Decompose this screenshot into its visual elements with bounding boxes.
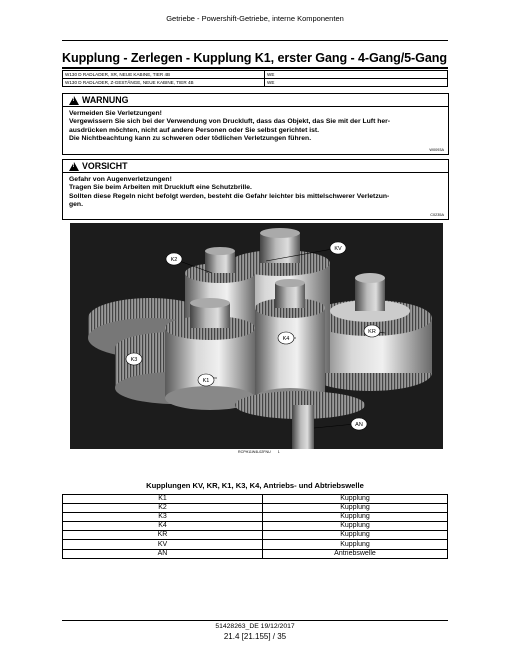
table-row: [63, 504, 448, 513]
table-row: [63, 531, 448, 540]
footer-page-number: 21.4 [21.155] / 35: [223, 632, 287, 641]
applicability-region: WE: [265, 71, 448, 79]
part-desc: Kupplung: [263, 531, 448, 540]
caution-line: Tragen Sie beim Arbeiten mit Druckluft eine Schutzbrille.: [69, 184, 252, 192]
part-desc: Kupplung: [263, 495, 448, 504]
applicability-row: [63, 79, 448, 87]
caution-code: C0235A: [430, 213, 444, 217]
warning-triangle-icon: !: [69, 96, 79, 105]
label-k3: K3: [130, 357, 138, 363]
label-kr: KR: [368, 329, 376, 335]
table-row: [63, 549, 448, 558]
warning-header: [63, 94, 448, 107]
part-key: KV: [63, 540, 263, 549]
footer-doc-id: 51428263_DE 19/12/2017: [215, 623, 295, 630]
part-desc: Kupplung: [263, 504, 448, 513]
part-desc: Kupplung: [263, 513, 448, 522]
label-k4: K4: [282, 336, 290, 342]
table-row: [63, 522, 448, 531]
warning-heading: WARNUNG: [82, 95, 129, 105]
caution-header: [63, 160, 448, 173]
caution-line: Gefahr von Augenverletzungen!: [69, 176, 172, 183]
part-desc: Kupplung: [263, 522, 448, 531]
caution-line: gen.: [69, 200, 83, 208]
part-key: K2: [63, 504, 263, 513]
part-desc: Antriebswelle: [263, 549, 448, 558]
caution-heading: VORSICHT: [82, 161, 128, 171]
label-k2: K2: [170, 257, 178, 263]
label-kv: KV: [334, 246, 342, 252]
table-row: [63, 513, 448, 522]
page-title: Kupplung - Zerlegen - Kupplung K1, erster Gang - 4-Gang/5-Gang: [62, 51, 447, 65]
title-rule: [62, 67, 448, 69]
applicability-model: W130 D RADLADER, Z-GESTÄNGE, NEUE KABINE, TIER 4B: [63, 79, 265, 87]
figure-code: [238, 450, 280, 454]
warning-text: [63, 107, 448, 143]
warning-line: ausdrücken möchten, nicht auf andere Personen oder Sie selbst gerichtet ist.: [69, 126, 320, 134]
applicability-row: [63, 71, 448, 79]
header-rule: [62, 40, 448, 41]
figure-number: 1: [277, 450, 280, 454]
part-desc: Kupplung: [263, 540, 448, 549]
page-header: Getriebe - Powershift-Getriebe, interne Komponenten: [166, 14, 344, 23]
applicability-region: WE: [265, 79, 448, 87]
footer-rule: [62, 620, 448, 621]
applicability-table: [62, 70, 448, 87]
applicability-model: W130 D RADLADER, XR, NEUE KABINE, TIER 4B: [63, 71, 265, 79]
part-key: K1: [63, 495, 263, 504]
label-k1: K1: [202, 378, 210, 384]
caution-triangle-icon: !: [69, 162, 79, 171]
clutch-assembly-photo: [70, 223, 443, 449]
part-key: K4: [63, 522, 263, 531]
part-key: KR: [63, 531, 263, 540]
warning-code: W0093A: [429, 148, 444, 152]
warning-line: Vermeiden Sie Verletzungen!: [69, 110, 162, 117]
part-key: AN: [63, 549, 263, 558]
warning-line: Vergewissern Sie sich bei der Verwendung von Druckluft, dass das Objekt, das Sie mit der Luft her-: [69, 118, 391, 126]
warning-line: Die Nichtbeachtung kann zu schweren oder tödlichen Verletzungen führen.: [69, 134, 312, 142]
part-key: K3: [63, 513, 263, 522]
caution-text: [63, 173, 448, 209]
warning-box: [62, 93, 449, 155]
caution-box: [62, 159, 449, 220]
caution-line: Sollten diese Regeln nicht befolgt werden, besteht die Gefahr leichter bis mittelschwerer Verletzun-: [69, 192, 390, 200]
table-row: [63, 495, 448, 504]
clutch-photo-illustration: [70, 223, 443, 449]
label-an: AN: [355, 422, 363, 428]
figure-caption: Kupplungen KV, KR, K1, K3, K4, Antriebs- und Abtriebswelle: [146, 481, 364, 490]
table-row: [63, 540, 448, 549]
parts-table: [62, 494, 448, 559]
figure-code-id: RCPH11W4L02FNU: [238, 450, 271, 454]
